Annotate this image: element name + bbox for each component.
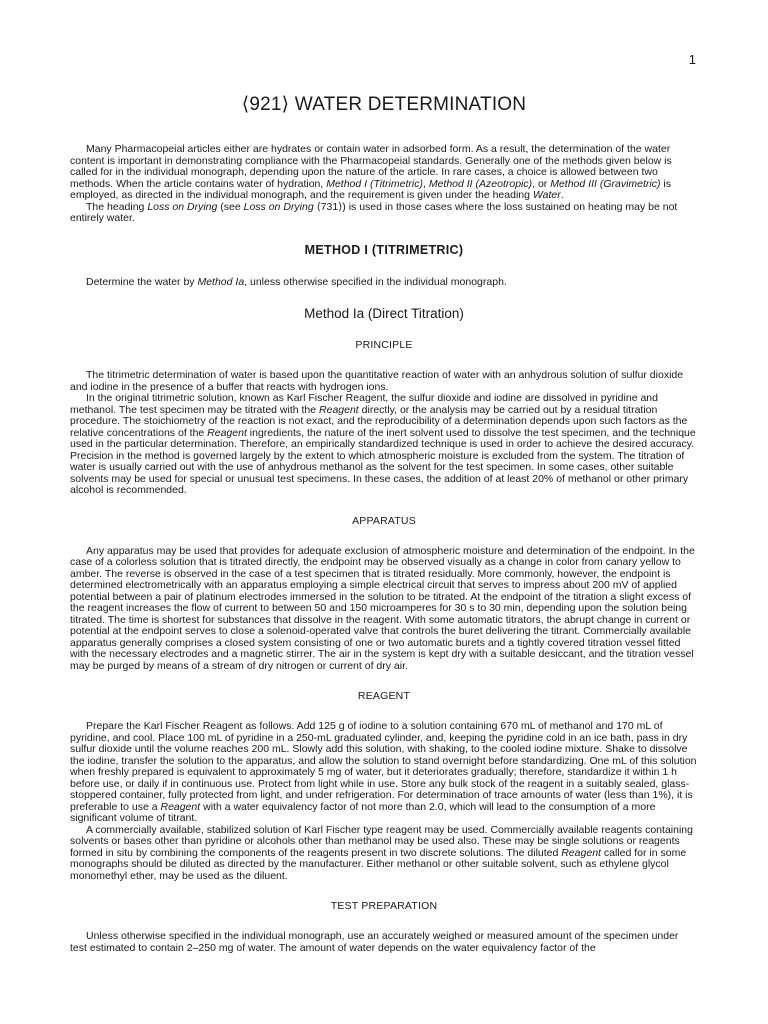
reagent-paragraph-1: Prepare the Karl Fischer Reagent as follows. Add 125 g of iodine to a solution containing 670 mL of methanol and 170 mL of pyridine, and cool. Place 100 mL of pyridine in a 250-mL graduated cylinder, and, keeping the pyridine cold in an ice bath, pass in dry sulfur dioxide until the volume reaches 200 mL. Slowly add this solution, with shaking, to the cooled iodine mixture. Shake to dissolve the iodine, transfer the solution to the apparatus, and allow the solution to stand overnight before standardizing. One mL of this solution when freshly prepared is equivalent to approximately 5 mg of water, but it deteriorates gradually; therefore, standardize it within 1 h before use, or daily if in continuous use. Protect from light while in use. Store any bulk stock of the reagent in a suitably sealed, glass-stoppered container, fully protected from light, and under refrigeration. For determination of trace amounts of water (less than 1%), it is preferable to use a Reagent with a water equivalency factor of not more than 2.0, which will lead to the consumption of a more significant volume of titrant. bbox=[70, 720, 697, 824]
intro-paragraph-2: The heading Loss on Drying (see Loss on Drying ⟨731⟩) is used in those cases where the loss sustained on heating may be not entirely water. bbox=[70, 200, 678, 224]
method-1-lead: Determine the water by Method Ia, unless otherwise specified in the individual monograph. bbox=[86, 275, 507, 288]
reagent-paragraph-2: A commercially available, stabilized solution of Karl Fischer type reagent may be used. Commercially available reagents containing solvents or bases other than pyridine or alcohols other than methanol may be used also. These may be single solutions or reagents formed in situ by combining the components of the reagents present in two discrete solutions. The diluted Reagent called for in some monographs should be diluted as directed by the manufacturer. Either methanol or other suitable solvent, such as ethylene glycol monomethyl ether, may be used as the diluent. bbox=[70, 823, 693, 882]
document-title: ⟨921⟩ WATER DETERMINATION bbox=[241, 94, 527, 115]
intro-paragraph-1: Many Pharmacopeial articles either are hydrates or contain water in adsorbed form. As a result, the determination of the water content is important in demonstrating compliance with the Pharmacopeial standards. Generally one of the methods given below is called for in the individual monograph, depending upon the nature of the article. In rare cases, a choice is allowed between two methods. When the article contains water of hydration, Method I (Titrimetric), Method II (Azeotropic), or Method III (Gravimetric) is employed, as directed in the individual monograph, and the requirement is given under the heading Water. bbox=[70, 143, 672, 201]
method-1a-heading: Method Ia (Direct Titration) bbox=[304, 306, 464, 321]
test-preparation-heading: TEST PREPARATION bbox=[330, 900, 438, 912]
apparatus-paragraph: Any apparatus may be used that provides for adequate exclusion of atmospheric moisture and determination of the endpoint. In the case of a colorless solution that is titrated directly, the endpoint may be observed visually as a change in color from canary yellow to amber. The reverse is observed in the case of a test specimen that is titrated residually. More commonly, however, the endpoint is determined electrometrically with an apparatus employing a simple electrical circuit that serves to impress about 200 mV of applied potential between a pair of platinum electrodes immersed in the solution to be titrated. At the endpoint of the titration a slight excess of the reagent increases the flow of current to between 50 and 150 microamperes for 30 s to 30 min, depending upon the solution being titrated. The time is shortest for substances that dissolve in the reagent. With some automatic titrators, the abrupt change in current or potential at the endpoint serves to close a solenoid-operated valve that controls the buret delivering the titrant. Commercially available apparatus generally comprises a closed system consisting of one or two automatic burets and a tightly covered titration vessel fitted with the necessary electrodes and a magnetic stirrer. The air in the system is kept dry with a suitable desiccant, and the titration vessel may be purged by means of a stream of dry nitrogen or current of dry air. bbox=[70, 544, 695, 672]
apparatus-heading: APPARATUS bbox=[352, 514, 416, 527]
page-number: 1 bbox=[688, 52, 696, 67]
reagent-heading: REAGENT bbox=[357, 690, 411, 702]
principle-paragraph-1: The titrimetric determination of water is based upon the quantitative reaction of water with an anhydrous solution of sulfur dioxide and iodine in the presence of a buffer that reacts with hydrogen ions. bbox=[70, 369, 684, 393]
method-1-heading: METHOD I (TITRIMETRIC) bbox=[304, 242, 464, 257]
principle-heading: PRINCIPLE bbox=[355, 339, 413, 351]
principle-paragraph-2: In the original titrimetric solution, known as Karl Fischer Reagent, the sulfur dioxide and iodine are dissolved in pyridine and methanol. The test specimen may be titrated with the Reagent directly, or the analysis may be carried out by a residual titration procedure. The stoichiometry of the reaction is not exact, and the reproducibility of a determination depends upon such factors as the relative concentrations of the Reagent ingredients, the nature of the inert solvent used to dissolve the test specimen, and the technique used in the particular determination. Therefore, an empirically standardized technique is used in order to achieve the desired accuracy. Precision in the method is governed largely by the extent to which atmospheric moisture is excluded from the system. The titration of water is usually carried out with the use of anhydrous methanol as the solvent for the test specimen. In some cases, other suitable solvents may be used for special or unusual test specimens. In these cases, the addition of at least 20% of methanol or other primary alcohol is recommended. bbox=[70, 392, 696, 496]
test-preparation-paragraph: Unless otherwise specified in the individual monograph, use an accurately weighed or measured amount of the specimen under test estimated to contain 2–250 mg of water. The amount of water depends on the water equivalency factor of the bbox=[70, 930, 679, 954]
